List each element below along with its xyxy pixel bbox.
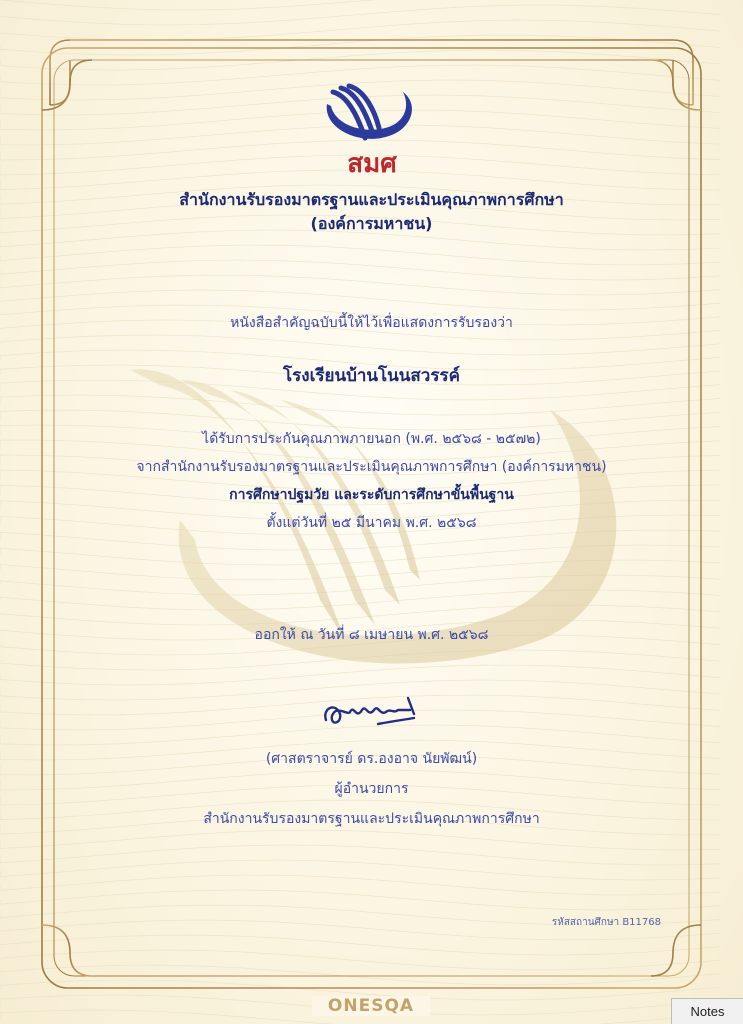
effective-date: ตั้งแต่วันที่ ๒๕ มีนาคม พ.ศ. ๒๕๖๘: [266, 515, 477, 531]
organization-subtitle: (องค์การมหาชน): [310, 214, 433, 233]
signer-position: ผู้อำนวยการ: [334, 781, 409, 797]
signer-office: สำนักงานรับรองมาตรฐานและประเมินคุณภาพการศึกษา: [203, 811, 540, 827]
organization-name: สำนักงานรับรองมาตรฐานและประเมินคุณภาพการศึกษา: [179, 190, 564, 209]
school-name: โรงเรียนบ้านโนนสวรรค์: [283, 366, 460, 386]
assurance-period: ได้รับการประกันคุณภาพภายนอก (พ.ศ. ๒๕๖๘ - ๒๕๗๒): [202, 431, 541, 447]
onesqa-logo: [319, 80, 425, 180]
issue-date: ออกให้ ณ วันที่ ๘ เมษายน พ.ศ. ๒๕๖๘: [254, 627, 489, 643]
certificate-intro: หนังสือสำคัญฉบับนี้ให้ไว้เพื่อแสดงการรับรองว่า: [230, 315, 513, 331]
director-signature: [318, 690, 428, 734]
onesqa-wordmark: ONESQA: [312, 996, 430, 1016]
logo-text: สมศ: [347, 149, 397, 179]
education-level: การศึกษาปฐมวัย และระดับการศึกษาขั้นพื้นฐาน: [229, 487, 514, 503]
issuing-agency: จากสำนักงานรับรองมาตรฐานและประเมินคุณภาพการศึกษา (องค์การมหาชน): [136, 459, 607, 475]
school-code: รหัสสถานศึกษา B11768: [551, 917, 661, 928]
signer-name: (ศาสตราจารย์ ดร.องอาจ นัยพัฒน์): [265, 751, 478, 767]
notes-button[interactable]: Notes: [671, 998, 743, 1024]
